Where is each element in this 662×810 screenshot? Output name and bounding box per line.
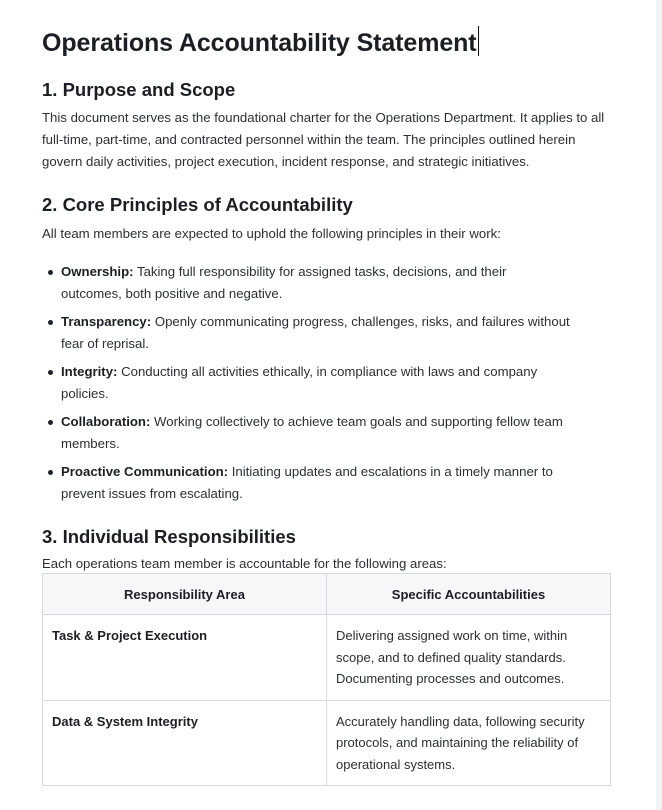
list-item-term: Proactive Communication: <box>61 464 229 479</box>
section-2-heading[interactable]: 2. Core Principles of Accountability <box>42 194 353 215</box>
table-row <box>43 700 611 786</box>
section-1-body[interactable]: This document serves as the foundational charter for the Operations Department. It applies to all full-time, part-time, and contracted personnel within the team. The principles outlined herein govern daily activities, project execution, incident response, and strategic initiatives. <box>42 110 605 169</box>
list-item[interactable] <box>61 361 610 405</box>
responsibilities-table <box>42 573 611 786</box>
text-cursor <box>478 26 479 56</box>
section-1-heading[interactable]: 1. Purpose and Scope <box>42 79 236 100</box>
document-body[interactable] <box>42 0 610 786</box>
list-item-term: Integrity: <box>61 364 118 379</box>
list-item-term: Collaboration: <box>61 414 151 429</box>
section-2-intro[interactable]: All team members are expected to uphold the following principles in their work: <box>42 226 501 241</box>
table-cell-detail[interactable]: Delivering assigned work on time, within scope, and to defined quality standards. Documenting processes and outcomes. <box>327 615 611 701</box>
table-cell-area[interactable]: Task & Project Execution <box>43 615 327 701</box>
column-header-accountabilities[interactable]: Specific Accountabilities <box>327 574 611 615</box>
list-item-text: Working collectively to achieve team goals and supporting fellow team members. <box>61 414 563 451</box>
section-3-heading[interactable]: 3. Individual Responsibilities <box>42 526 296 547</box>
list-item[interactable] <box>61 461 610 505</box>
document-title-text[interactable]: Operations Accountability Statement <box>42 29 477 57</box>
scrollbar-track[interactable] <box>656 0 662 810</box>
list-item-text: Openly communicating progress, challenges, risks, and failures without fear of reprisal. <box>61 314 570 351</box>
list-item[interactable] <box>61 261 610 305</box>
list-item[interactable] <box>61 311 610 355</box>
section-3-intro[interactable]: Each operations team member is accountable for the following areas: <box>42 556 447 571</box>
list-item-term: Transparency: <box>61 314 152 329</box>
list-item-text: Taking full responsibility for assigned tasks, decisions, and their outcomes, both positive and negative. <box>61 264 507 301</box>
table-row <box>43 615 611 701</box>
principles-list <box>42 261 610 505</box>
list-item-text: Conducting all activities ethically, in compliance with laws and company policies. <box>61 364 538 401</box>
column-header-area[interactable]: Responsibility Area <box>43 574 327 615</box>
list-item-term: Ownership: <box>61 264 134 279</box>
list-item[interactable] <box>61 411 610 455</box>
table-header-row <box>43 574 611 615</box>
table-cell-detail[interactable]: Accurately handling data, following security protocols, and maintaining the reliability of operational systems. <box>327 700 611 786</box>
table-cell-area[interactable]: Data & System Integrity <box>43 700 327 786</box>
document-title[interactable] <box>42 26 610 59</box>
list-item-text: Initiating updates and escalations in a timely manner to prevent issues from escalating. <box>61 464 553 501</box>
